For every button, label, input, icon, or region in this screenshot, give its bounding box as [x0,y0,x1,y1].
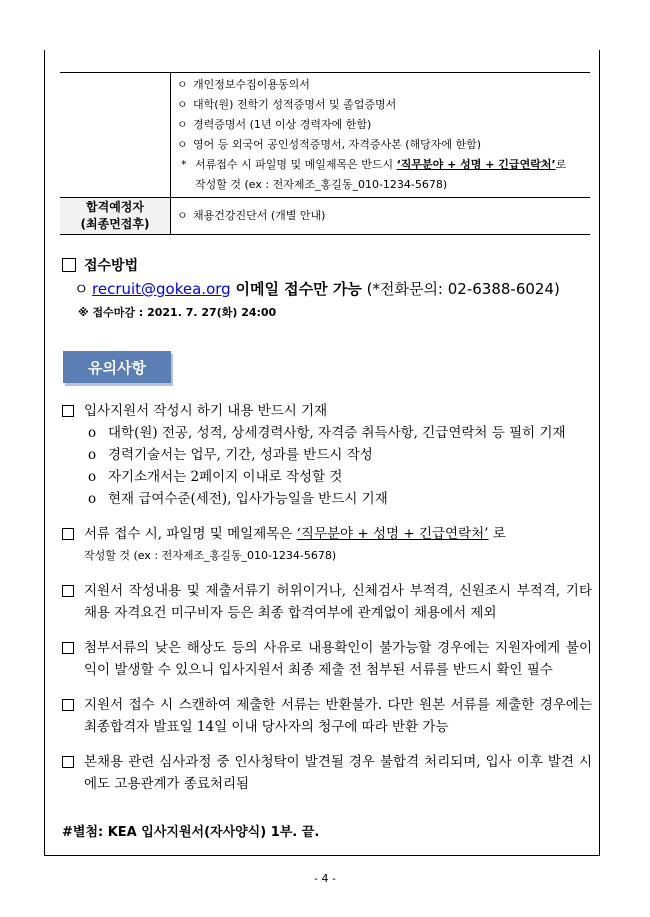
note-text: 입사지원서 작성시 하기 내용 반드시 기재 [84,403,328,419]
note-emphasis: ‘직무분야 + 성명 + 긴급연락처’ [396,158,556,171]
checkbox-square-icon [62,699,74,711]
note-text: 첨부서류의 낮은 해상도 등의 사유로 내용확인이 불가능할 경우에는 지원자에게 불이익이 발생할 수 있으니 입사지원서 최종 제출 전 첨부된 서류를 반드시 확인 필수 [84,640,592,678]
email-link[interactable]: recruit@gokea.org [92,280,231,298]
note-item [62,751,592,795]
note-item [62,637,592,681]
checkbox-square-icon [62,528,74,540]
bullet-mark: ㅇ [177,118,188,131]
note-item [62,694,592,738]
table-note [177,155,586,175]
notice-banner: 유의사항 [63,351,171,383]
note-item [62,580,592,624]
list-item [177,95,586,115]
sub-item [84,444,566,466]
list-item-text: 채용건강진단서 (개별 안내) [193,209,326,222]
checkbox-square-icon [62,756,74,768]
bullet-mark: ㅇ [74,280,89,298]
list-item-text: 개인정보수집이용동의서 [193,78,310,91]
checkbox-square-icon [62,585,74,597]
table-row [60,73,590,198]
attachment-line: #별첨: KEA 입사지원서(자사양식) 1부. 끝. [62,825,320,840]
note-emphasis: ‘직무분야 + 성명 + 긴급연락처’ [296,526,489,542]
sub-item-text: 현재 급여수준(세전), 입사가능일을 반드시 기재 [108,491,388,507]
email-only-note: 이메일 접수만 가능 [235,280,362,298]
bullet-mark: o [88,469,97,485]
note-body [84,523,506,567]
note-text: 로 [555,158,567,171]
sub-item [84,422,566,444]
list-item-text: 경력증명서 (1년 이상 경력자에 한함) [193,118,372,131]
notes-list [62,400,592,795]
table-label-cell [60,198,171,235]
note-item [62,523,592,567]
sub-item-text: 대학(원) 전공, 성적, 상세경력사항, 자격증 취득사항, 긴급연락처 등 필히 기재 [108,425,566,441]
checkbox-square-icon [62,642,74,654]
sub-item [84,466,566,488]
list-item-text: 영어 등 외국어 공인성적증명서, 자격증사본 (해당자에 한함) [193,138,482,151]
note-body [84,400,566,510]
list-item [177,135,586,155]
bullet-mark: o [88,447,97,463]
bullet-mark: ㅇ [177,138,188,151]
sub-item [84,488,566,510]
documents-table [60,72,590,235]
note-text: 본채용 관련 심사과정 중 인사청탁이 발견될 경우 불합격 처리되며, 입사 이후 발견 시에도 고용관계가 종료처리됨 [84,754,592,792]
label-line: 합격예정자 [86,200,144,214]
bullet-mark: o [88,425,97,441]
table-content-cell [171,198,591,235]
note-text: 서류 접수 시, 파일명 및 메일제목은 [84,526,297,542]
sub-item-text: 경력기술서는 업무, 기간, 성과를 반드시 작성 [108,447,373,463]
list-item [177,206,584,226]
submission-heading [62,255,138,275]
note-continuation: 작성할 것 (ex : 전자제조_홍길동_010-1234-5678) [195,178,448,191]
list-item [177,75,586,95]
note-text: 지원서 작성내용 및 제출서류기 허위이거나, 신체검사 부적격, 신원조시 부적격, 기타 채용 자격요건 미구비자 등은 최종 합격여부에 관계없이 채용에서 제외 [84,583,592,621]
list-item-text: 대학(원) 전학기 성적증명서 및 졸업증명서 [193,98,397,111]
bullet-mark: ㅇ [177,98,188,111]
section-title: 접수방법 [84,258,139,274]
bullet-mark: ㅇ [177,78,188,91]
note-text: 서류접수 시 파일명 및 메일제목은 반드시 [195,158,397,171]
table-label-cell [60,73,171,198]
sub-list [84,422,566,510]
note-text: 지원서 접수 시 스캔하여 제출한 서류는 반환불가. 다만 원본 서류를 제출한 경우에는 최종합격자 발표일 14일 이내 당사자의 청구에 따라 반환 가능 [84,697,592,735]
bullet-mark: ㅇ [177,209,188,222]
deadline-text: ※ 접수마감 : 2021. 7. 27(화) 24:00 [78,306,277,319]
note-text: 로 [488,526,506,542]
bullet-mark: o [88,491,97,507]
label-line: (최종면접후) [80,217,150,231]
note-mark: * [181,158,187,171]
checkbox-square-icon [62,405,74,417]
sub-item-text: 자기소개서는 2페이지 이내로 작성할 것 [108,469,343,485]
note-continuation: 작성할 것 (ex : 전자제조_홍길동_010-1234-5678) [84,549,337,562]
note-item [62,400,592,510]
page-number: - 4 - [314,872,336,885]
list-item [177,115,586,135]
phone-inquiry: (*전화문의: 02-6388-6024) [366,280,560,298]
submission-email-line [74,278,560,299]
checkbox-square-icon [62,258,76,272]
table-row [60,198,590,235]
table-content-cell [171,73,591,198]
